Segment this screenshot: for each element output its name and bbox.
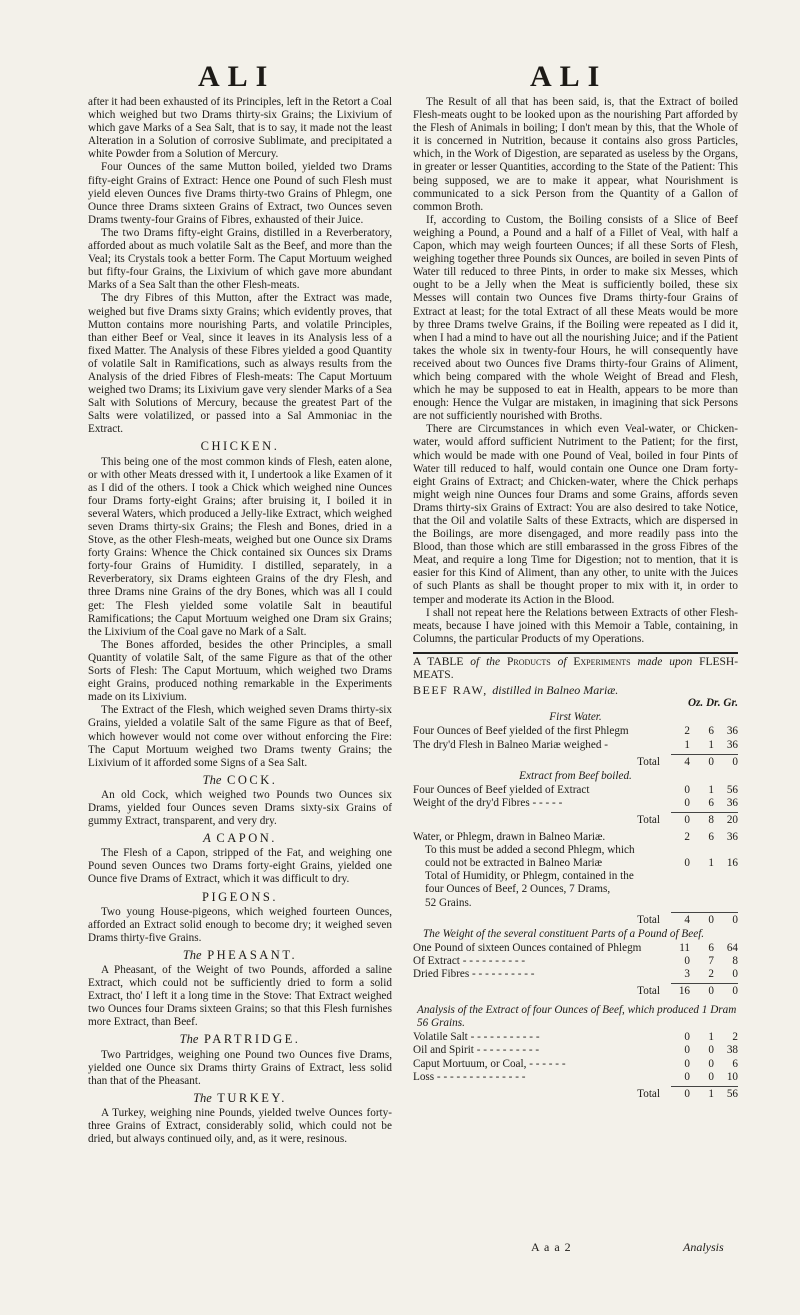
table-value: 56 xyxy=(726,1087,738,1100)
table-value: 0 xyxy=(684,1070,690,1083)
table-section-beef-raw: BEEF RAW, distilled in Balneo Mariæ. xyxy=(413,683,619,698)
table-row-label: Of Extract - - - - - - - - - - xyxy=(413,954,526,967)
table-value: 0 xyxy=(732,985,738,998)
table-group-4 xyxy=(413,942,738,981)
table-value: 38 xyxy=(726,1044,738,1057)
divider xyxy=(671,912,738,913)
table-value: 6 xyxy=(708,941,714,954)
table-value xyxy=(692,883,714,896)
table-value xyxy=(716,844,738,857)
paragraph: This being one of the most common kinds of Flesh, eaten alone, or with other Meats dressed with it, I undertook a like Examen of it as I did of the others. I took a Chick which weighed nine Ounces four Drams forty-eight Grains; after bruising it, I boiled it in several Waters, which produced a Jelly-like Extract, which weighed seven Drams thirty-six Grains; the Flesh and Bones, dried in a Stove, as the other Flesh-meats, weighed but one Ounce six Drams forty Grains: Whence the Chick contained six Ounces six Drams forty-four Grains of Humidity. I distilled, separately, in a Reverberatory, six Drams eighteen Grains of the dry Flesh, and three Drams nine Grains of the dry Bones, which was all I could get: The Flesh yielded some volatile Salt in beautiful Ramifications; the Caput Mortuum weighed one Dram six Grains; the Lixivium of the Coal gave no Mark of a Salt. xyxy=(88,455,392,638)
table-row xyxy=(413,870,738,883)
total-row: Total 16 0 0 xyxy=(637,985,738,998)
table-value: 4 xyxy=(684,755,690,768)
table-row-label: Caput Mortuum, or Coal, - - - - - - xyxy=(413,1057,566,1070)
table-value: 20 xyxy=(726,813,738,826)
table-value: 7 xyxy=(708,954,714,967)
table-value: 36 xyxy=(726,738,738,751)
table-value: 11 xyxy=(679,941,690,954)
subheading-weight: The Weight of the several constituent Parts of a Pound of Beef. xyxy=(423,927,705,940)
table-value xyxy=(692,844,714,857)
table-value: 56 xyxy=(726,783,738,796)
paragraph: A Pheasant, of the Weight of two Pounds, afforded a saline Extract, which could not be sufficiently dried to form a solid Extract, tho' I left it a long time in the Stove: That Extract weighed two Ounces four Drams sixteen Grains; so that this Flesh furnishes more Extract, than Beef. xyxy=(88,964,392,1029)
paragraph: There are Circumstances in which even Veal-water, or Chicken-water, would afford sufficient Nutriment to the Patient; for the first, which would be made with one Pound of Veal, boiled in four Pints of Water till reduced to half, would contain one Ounce one Dram forty-eight Grains of Extract; and Chicken-water, where the Chick perhaps might weigh nine Ounces four Drams and some Grains, affords seven Drams thirty-six Grains of Extract: You are also desired to take Notice, that the Oil and volatile Salts of these Extracts, which are dispersed in the Boilings, are more disengaged, and more readily pass into the Blood, than those which are still embarassed in the gross Fibres of the Meat, and require a long Time for Digestion; not to mention, that it is easier for this Kind of Aliment, than any other, to unite with the Juices of such Plants as shall be thought proper to mix with it, in order to temper and moderate its Action in the Blood. xyxy=(413,423,738,606)
table-row-label: Water, or Phlegm, drawn in Balneo Mariæ. xyxy=(413,831,606,844)
table-row-label: Loss - - - - - - - - - - - - - - xyxy=(413,1070,526,1083)
subheading-analysis: Analysis of the Extract of four Ounces of Beef, which produced 1 Dram 56 Grains. xyxy=(417,1004,737,1030)
table-row xyxy=(413,844,738,857)
table-group-1 xyxy=(413,725,738,751)
table-group-3 xyxy=(413,831,738,910)
table-row-label: could not be extracted in Balneo Mariæ xyxy=(425,857,603,870)
table-value: 6 xyxy=(732,1057,738,1070)
table-value: 36 xyxy=(726,831,738,844)
table-value: 0 xyxy=(708,1070,714,1083)
table-value: 8 xyxy=(732,954,738,967)
table-value: 64 xyxy=(726,941,738,954)
divider xyxy=(671,1086,738,1087)
table-value xyxy=(692,870,714,883)
paragraph: Four Ounces of the same Mutton boiled, yielded two Drams fifty-eight Grains of Extract: Hence one Pound of such Flesh must yield eleven Ounces five Drams thirty-two Grains of Phlegm, one Ounce three Drams sixteen Grains of Extract, two Ounces seven Drams twenty-four Grains of Fibres, exhausted of their Juice. xyxy=(88,161,392,226)
table-value: 36 xyxy=(726,725,738,738)
table-value: 0 xyxy=(708,913,714,926)
table-value: 0 xyxy=(732,913,738,926)
table-group-5 xyxy=(413,1031,738,1083)
table-value: 2 xyxy=(684,725,690,738)
table-value: 6 xyxy=(708,796,714,809)
table-row xyxy=(413,897,738,910)
table-row xyxy=(413,1058,738,1071)
divider xyxy=(671,754,738,755)
total-row: Total 4 0 0 xyxy=(637,755,738,768)
table-value xyxy=(716,883,738,896)
table-row-label: The dry'd Flesh in Balneo Mariæ weighed - xyxy=(413,738,608,751)
table-row xyxy=(413,857,738,870)
table-value: 16 xyxy=(726,857,738,870)
table-value: 36 xyxy=(726,796,738,809)
paragraph: The Bones afforded, besides the other Principles, a small Quantity of volatile Salt, of the same Figure as that of the other Sorts of Flesh: The Caput Mortuum, which weighed two Drams eight Grains, produced nothing remarkable in the Experiments made on its Lixivium. xyxy=(88,638,392,704)
table-title: A TABLE of the Products of Experiments made upon FLESH-MEATS. xyxy=(413,652,738,682)
table-value: 0 xyxy=(684,783,690,796)
table-row xyxy=(413,955,738,968)
table-value: 0 xyxy=(708,1057,714,1070)
table-value: 0 xyxy=(684,796,690,809)
table-value: 0 xyxy=(732,755,738,768)
table-group-2 xyxy=(413,784,738,810)
paragraph: The dry Fibres of this Mutton, after the Extract was made, weighed but five Drams sixty Grains; which evidently proves, that Mutton contains more nourishing Parts, and volatile Principles, than either Beef or Veal, since it leaves in its Analysis less of a fixed Matter. The Analysis of these Fibres yielded a good Quantity of volatile Salt in Ramifications, such as always results from the Analysis of the dried Fibres of Flesh-meats: The Caput Mortuum weighed two Drams; its Lixivium gave very slender Marks of a Sea Salt with Solutions of Mercury, because the greatest Part of the Salts were volatilized, or passed into a Sal Ammoniac in the Extract. xyxy=(88,292,392,436)
table-value: 4 xyxy=(684,913,690,926)
table-value: 0 xyxy=(684,1044,690,1057)
signature-mark: A a a 2 xyxy=(531,1240,572,1254)
table-row xyxy=(413,797,738,810)
table-row xyxy=(413,1031,738,1044)
catchword: Analysis xyxy=(683,1240,724,1254)
table-value xyxy=(668,844,690,857)
table-row xyxy=(413,725,738,738)
running-head-left: ALI xyxy=(198,60,276,93)
table-row-label: Weight of the dry'd Fibres - - - - - xyxy=(413,796,563,809)
divider xyxy=(671,812,738,813)
table-value: 1 xyxy=(684,738,690,751)
section-title-cock: The COCK. xyxy=(202,772,278,787)
table-row xyxy=(413,942,738,955)
table-value xyxy=(716,897,738,910)
table-row xyxy=(413,883,738,896)
table-value xyxy=(716,870,738,883)
table-value: 2 xyxy=(708,968,714,980)
table-row xyxy=(413,784,738,797)
table-value: 10 xyxy=(726,1070,738,1083)
table-row xyxy=(413,1044,738,1057)
table-row-label: 52 Grains. xyxy=(425,896,472,909)
table-value: 0 xyxy=(684,1087,690,1100)
table-value: 0 xyxy=(732,968,738,980)
total-row: Total 0 1 56 xyxy=(637,1087,738,1100)
section-title-pigeons: PIGEONS. xyxy=(202,889,278,904)
table-value: 0 xyxy=(708,1044,714,1057)
right-column xyxy=(413,96,738,1101)
table-value xyxy=(668,870,690,883)
table-value xyxy=(692,897,714,910)
running-head-right: ALI xyxy=(530,60,608,93)
table-row-label: four Ounces of Beef, 2 Ounces, 7 Drams, xyxy=(425,883,611,896)
paragraph: An old Cock, which weighed two Pounds two Ounces six Drams, yielded four Ounces seven Drams sixty-six Grains of gummy Extract, transparent, and very dry. xyxy=(88,788,392,828)
table-value: 0 xyxy=(684,813,690,826)
section-title-turkey: The TURKEY. xyxy=(193,1090,287,1105)
table-value: 0 xyxy=(684,954,690,967)
paragraph: Two Partridges, weighing one Pound two Ounces five Drams, yielded one Ounce six Drams thirty Grains of Extract, less solid than that of the Pheasant. xyxy=(88,1048,392,1087)
table-row-label: Four Ounces of Beef yielded of Extract xyxy=(413,783,590,796)
divider xyxy=(671,983,738,984)
table-value: 0 xyxy=(708,755,714,768)
table-row-label: Four Ounces of Beef yielded of the first Phlegm xyxy=(413,725,629,738)
paragraph: The two Drams fifty-eight Grains, distilled in a Reverberatory, afforded about as much volatile Salt as the Beef, and more than the Veal; its Crystals took a better Form. The Caput Mortuum weighed but fifty-four Grains, the Lixivium of which gave more abundant Marks of a Sea Salt than the other Flesh-meats. xyxy=(88,226,392,292)
table-value: 2 xyxy=(684,831,690,844)
paragraph: Two young House-pigeons, which weighed fourteen Ounces, afforded an Extract solid enough to become dry; it weighed seven Drams thirty-five Grains. xyxy=(88,905,392,944)
table-value xyxy=(668,897,690,910)
table-row-label: To this must be added a second Phlegm, which xyxy=(425,844,635,857)
table-value: 8 xyxy=(708,813,714,826)
table-value: 1 xyxy=(708,738,714,751)
paragraph: after it had been exhausted of its Principles, left in the Retort a Coal which weighed but two Drams thirty-six Grains; the Lixivium of which gave Marks of a Sea Salt, that is to say, it made not the least Alteration in a Solution of corrosive Sublimate, and precipitated a white Powder from a Solution of Mercury. xyxy=(88,96,392,161)
table-value: 1 xyxy=(708,857,714,870)
paragraph: I shall not repeat here the Relations between Extracts of other Flesh-meats, because I have joined with this Memoir a Table, containing, in Columns, the particular Products of my Operations. xyxy=(413,606,738,645)
table-row xyxy=(413,968,738,981)
table-row xyxy=(413,1071,738,1084)
table-value: 16 xyxy=(678,985,690,998)
subheading-extract-boiled: Extract from Beef boiled. xyxy=(519,769,632,782)
section-title-chicken: CHICKEN. xyxy=(200,439,280,454)
section-title-partridge: The PARTRIDGE. xyxy=(179,1032,301,1047)
table-value: 0 xyxy=(684,1057,690,1070)
paragraph: The Extract of the Flesh, which weighed seven Drams thirty-six Grains, yielded a volatile Salt of the same Figure as that of Beef, which however would not come over without enforcing the Fire: The Caput Mortuum weighed two Drams twenty Grains; the Lixivium of it afforded some Signs of a Sea Salt. xyxy=(88,704,392,769)
paragraph: A Turkey, weighing nine Pounds, yielded twelve Ounces forty-three Grains of Extract, considerably solid, which could not be dried, but always continued oily, and, as it were, resinous. xyxy=(88,1106,392,1146)
paragraph: If, according to Custom, the Boiling consists of a Slice of Beef weighing a Pound, a Pound and a half of a Fillet of Veal, with half a Capon, which may weigh fourteen Ounces; if all these Sorts of Flesh, weighing together three Pounds six Ounces, are boiled in seven Pints of Water till reduced to three Pints, in order to make six Messes, which ought to be a Jelly when the Meat is sufficiently boiled, these six Messes will contain two Ounces five Drams thirty-four Grains of Extract at least; for the total Extract of all these Meats would be more by three Drams twelve Grains, if the Boiling were repeated as I did it, when I had a mind to have out all the nourishing Juice; and if the Patient takes the whole six in twenty-four Hours, he will consequently have received about two Ounces five Drams thirty-four Grains of Aliment, which being compared with the whole Weight of Bread and Flesh, which he may be supposed to eat in Health, appears to be more than enough: Hence the Vulgar are mistaken, in imagining that sick Persons are not sufficiently nourished with Broths. xyxy=(413,213,738,423)
table-value: 1 xyxy=(708,783,714,796)
table-value: 0 xyxy=(708,985,714,998)
table-value: 6 xyxy=(708,725,714,738)
total-row: Total 0 8 20 xyxy=(637,813,738,826)
table-value: 1 xyxy=(708,1087,714,1100)
table-row-label: Oil and Spirit - - - - - - - - - - xyxy=(413,1044,540,1057)
table-value: 1 xyxy=(708,1031,714,1044)
table-value: 6 xyxy=(708,831,714,844)
table-row-label: Volatile Salt - - - - - - - - - - - xyxy=(413,1031,540,1044)
paragraph: The Flesh of a Capon, stripped of the Fat, and weighing one Pound seven Ounces two Drams forty-eight Grains, yielded one Ounce five Drams of Extract, which it was difficult to dry. xyxy=(88,847,392,886)
table-value: 0 xyxy=(684,1031,690,1044)
table-row-label: Dried Fibres - - - - - - - - - - xyxy=(413,968,535,980)
table-row xyxy=(413,831,738,844)
table-value: 3 xyxy=(684,968,690,980)
table-row-label: One Pound of sixteen Ounces contained of Phlegm xyxy=(413,941,642,954)
table-value: 2 xyxy=(732,1031,738,1044)
table-row-label: Total of Humidity, or Phlegm, contained in the xyxy=(425,870,634,883)
table-value: 0 xyxy=(684,857,690,870)
paragraph: The Result of all that has been said, is, that the Extract of boiled Flesh-meats ought to be looked upon as the nourishing Part afforded by the Flesh of Animals in boiling; I don't mean by this, that the Whole of it is concerned in Nutrition, because it contains also gross Particles, which, in the Work of Digestion, are separated as useless by the Organs, in greater or lesser Quantities, according to the State of the Patient: This being supposed, we are to make it appear, what Nourishment is communicated to a sick Person from the Quantity of a Gallon of common Broth. xyxy=(413,96,738,213)
section-title-capon: A CAPON. xyxy=(203,831,277,846)
left-column xyxy=(88,96,392,1146)
section-title-pheasant: The PHEASANT. xyxy=(182,947,298,962)
total-row: Total 4 0 0 xyxy=(637,913,738,926)
table-value xyxy=(668,883,690,896)
subheading-first-water: First Water. xyxy=(549,711,602,724)
units-header: Oz. Dr. Gr. xyxy=(687,697,738,710)
table-row xyxy=(413,739,738,752)
